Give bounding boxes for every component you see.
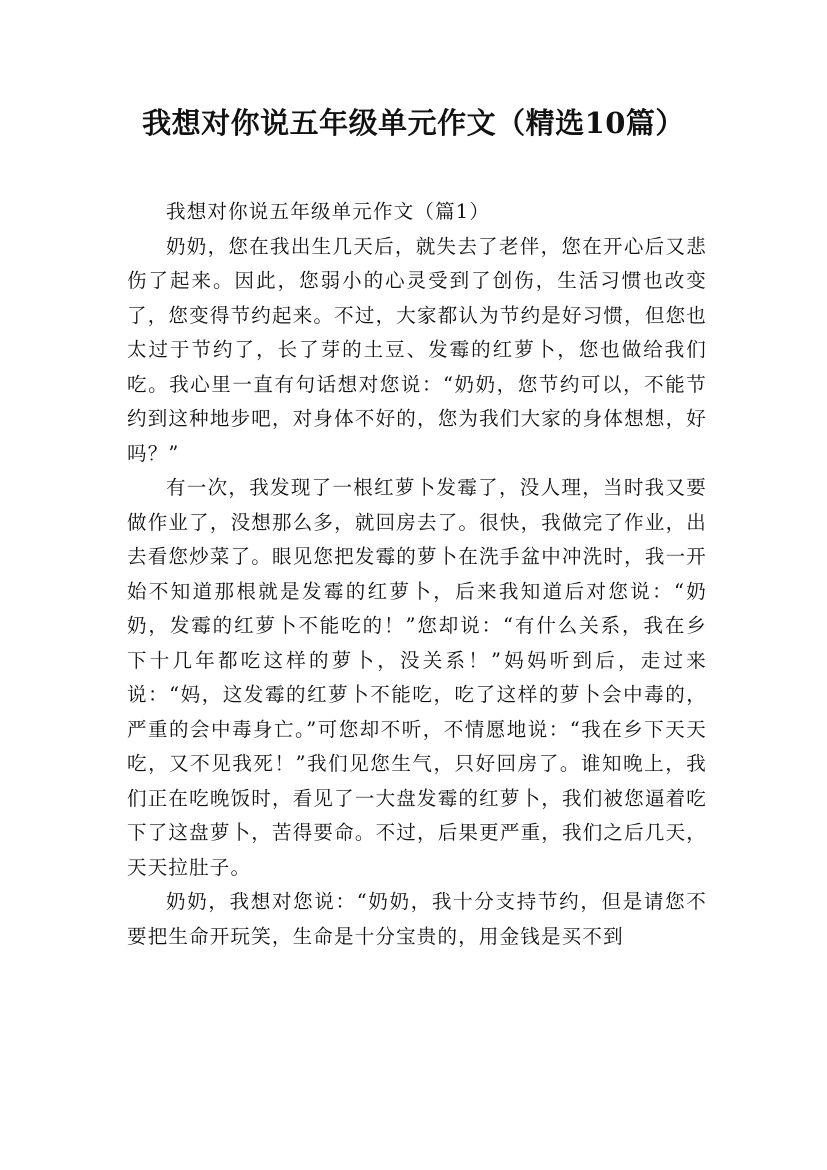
paragraph-1: 奶奶，您在我出生几天后，就失去了老伴，您在开心后又悲伤了起来。因此，您弱小的心灵受到了创伤，生活习惯也改变了，您变得节约起来。不过，大家都认为节约是好习惯，但您也太过于节约了，长了芽的土豆、发霉的红萝卜，您也做给我们吃。我心里一直有句话想对您说：“奶奶，您节约可以，不能节约到这种地步吧，对身体不好的，您为我们大家的身体想想，好吗？” bbox=[127, 234, 707, 465]
section-heading: 我想对你说五年级单元作文（篇1） bbox=[166, 200, 491, 223]
document-title: 我想对你说五年级单元作文（精选10篇） bbox=[142, 106, 685, 140]
document-body bbox=[127, 195, 707, 954]
paragraph-2: 有一次，我发现了一根红萝卜发霉了，没人理，当时我又要做作业了，没想那么多，就回房去了。很快，我做完了作业，出去看您炒菜了。眼见您把发霉的萝卜在洗手盆中冲洗时，我一开始不知道那根就是发霉的红萝卜，后来我知道后对您说：“奶奶，发霉的红萝卜不能吃的！”您却说：“有什么关系，我在乡下十几年都吃这样的萝卜，没关系！”妈妈听到后，走过来说：“妈，这发霉的红萝卜不能吃，吃了这样的萝卜会中毒的，严重的会中毒身亡。”可您却不听，不情愿地说：“我在乡下天天吃，又不见我死！”我们见您生气，只好回房了。谁知晚上，我们正在吃晚饭时，看见了一大盘发霉的红萝卜，我们被您逼着吃下了这盘萝卜，苦得要命。不过，后果更严重，我们之后几天，天天拉肚子。 bbox=[127, 476, 707, 879]
paragraph-3: 奶奶，我想对您说：“奶奶，我十分支持节约，但是请您不要把生命开玩笑，生命是十分宝贵的，用金钱是买不到 bbox=[127, 890, 707, 948]
